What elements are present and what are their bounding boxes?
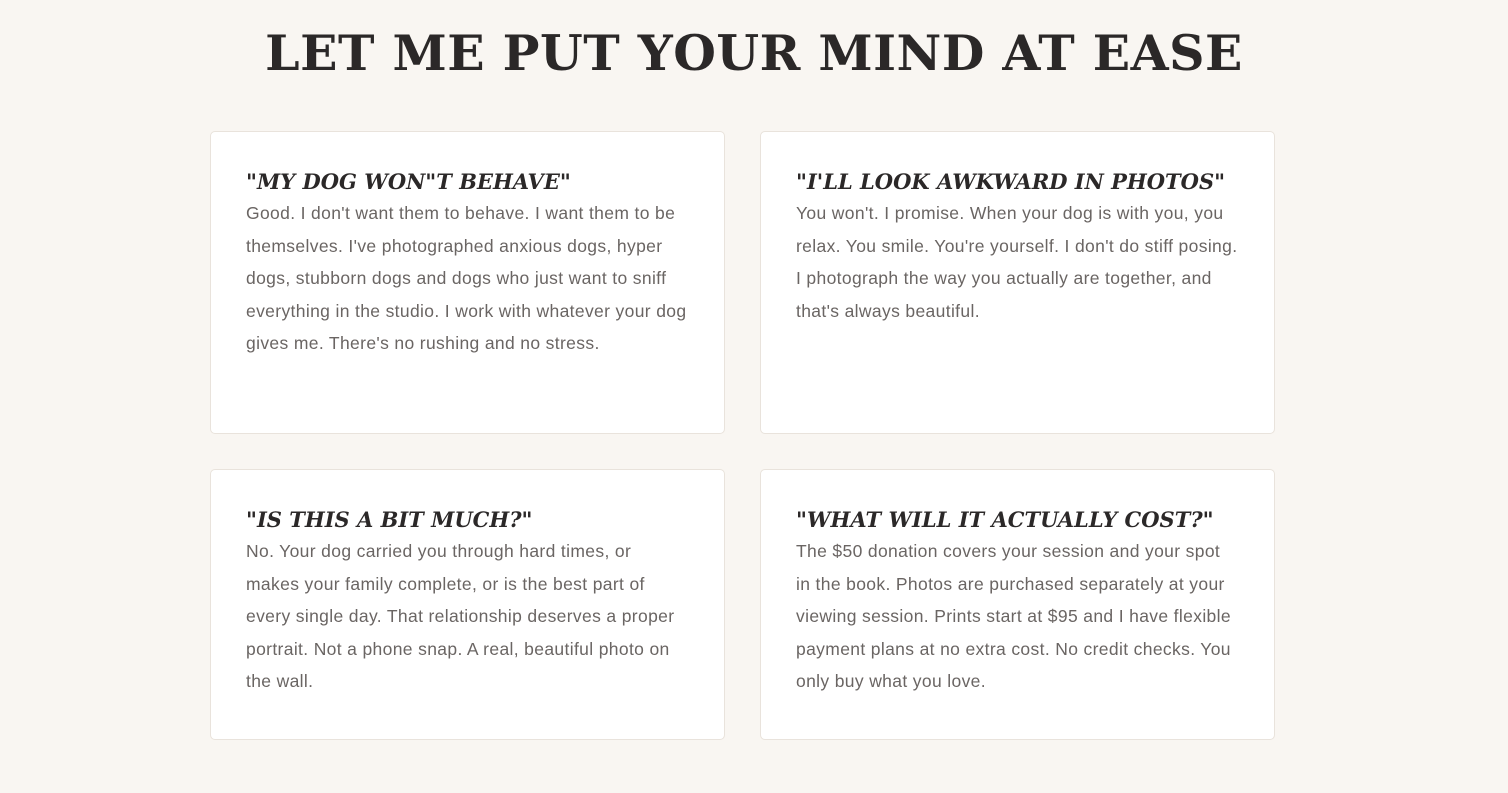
card-title: "WHAT WILL IT ACTUALLY COST?" [796, 507, 1214, 532]
faq-card-behave [210, 131, 725, 434]
card-body: The $50 donation covers your session and your spot in the book. Photos are purchased separately at your viewing session. Prints start at $95 and I have flexible payment plans at no extra cost. No credit checks. You only buy what you love. [796, 541, 1231, 691]
card-body: Good. I don't want them to behave. I want them to be themselves. I've photographed anxious dogs, hyper dogs, stubborn dogs and dogs who just want to sniff everything in the studio. I work with whatever your dog gives me. There's no rushing and no stress. [246, 203, 687, 353]
faq-card-too-much [210, 469, 725, 740]
faq-card-cost [760, 469, 1275, 740]
card-title: "I'LL LOOK AWKWARD IN PHOTOS" [796, 169, 1226, 194]
card-body: No. Your dog carried you through hard times, or makes your family complete, or is the best part of every single day. That relationship deserves a proper portrait. Not a phone snap. A real, beautiful photo on the wall. [246, 541, 675, 691]
card-title: "MY DOG WON"T BEHAVE" [246, 169, 571, 194]
card-body: You won't. I promise. When your dog is with you, you relax. You smile. You're yourself. I don't do stiff posing. I photograph the way you actually are together, and that's always beautiful. [796, 203, 1238, 321]
section-heading: LET ME PUT YOUR MIND AT EASE [265, 24, 1243, 82]
faq-card-awkward [760, 131, 1275, 434]
card-title: "IS THIS A BIT MUCH?" [246, 507, 533, 532]
